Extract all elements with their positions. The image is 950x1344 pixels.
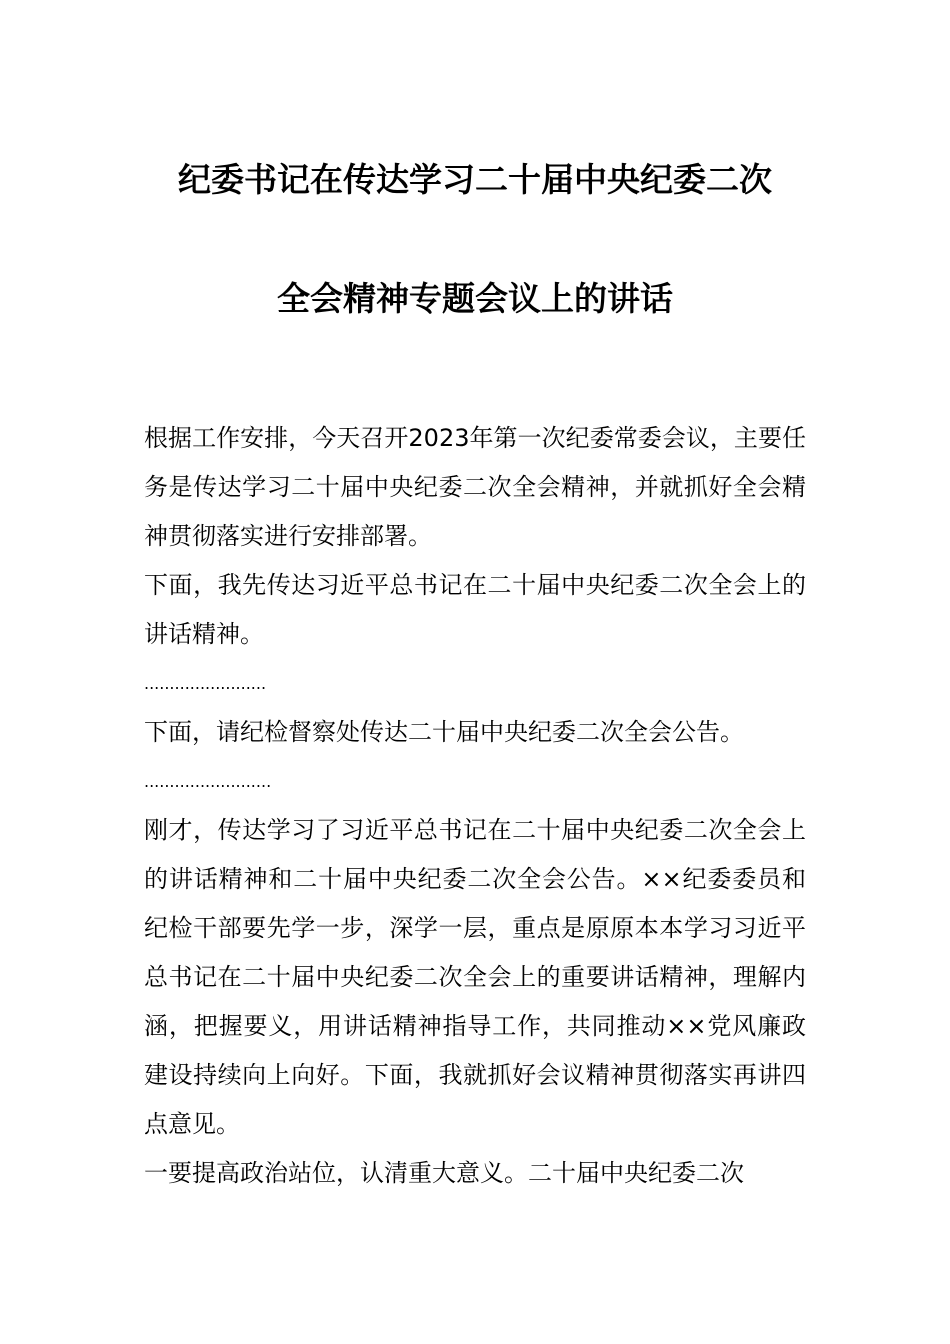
document-body <box>144 414 806 1198</box>
paragraph-3: 下面，请纪检督察处传达二十届中央纪委二次全会公告。 <box>144 718 744 746</box>
document-title-line-1: 纪委书记在传达学习二十届中央纪委二次 <box>178 160 772 199</box>
paragraph-1: 根据工作安排，今天召开2023年第一次纪委常委会议，主要任务是传达学习二十届中央纪委二次全会精神，并就抓好全会精神贯彻落实进行安排部署。 <box>144 424 806 550</box>
paragraph-2: 下面，我先传达习近平总书记在二十届中央纪委二次全会上的讲话精神。 <box>144 571 806 648</box>
ellipsis-separator-1: ........................ <box>144 674 267 693</box>
paragraph-4: 刚才，传达学习了习近平总书记在二十届中央纪委二次全会上的讲话精神和二十届中央纪委二次全会公告。××纪委委员和纪检干部要先学一步，深学一层，重点是原原本本学习习近平总书记在二十届中央纪委二次全会上的重要讲话精神，理解内涵，把握要义，用讲话精神指导工作，共同推动××党风廉政建设持续向上向好。下面，我就抓好会议精神贯彻落实再讲四点意见。 <box>144 816 806 1138</box>
ellipsis-separator-2: ......................... <box>144 772 272 791</box>
document-title-line-2: 全会精神专题会议上的讲话 <box>277 279 673 318</box>
paragraph-5: 一要提高政治站位，认清重大意义。二十届中央纪委二次 <box>144 1159 744 1187</box>
